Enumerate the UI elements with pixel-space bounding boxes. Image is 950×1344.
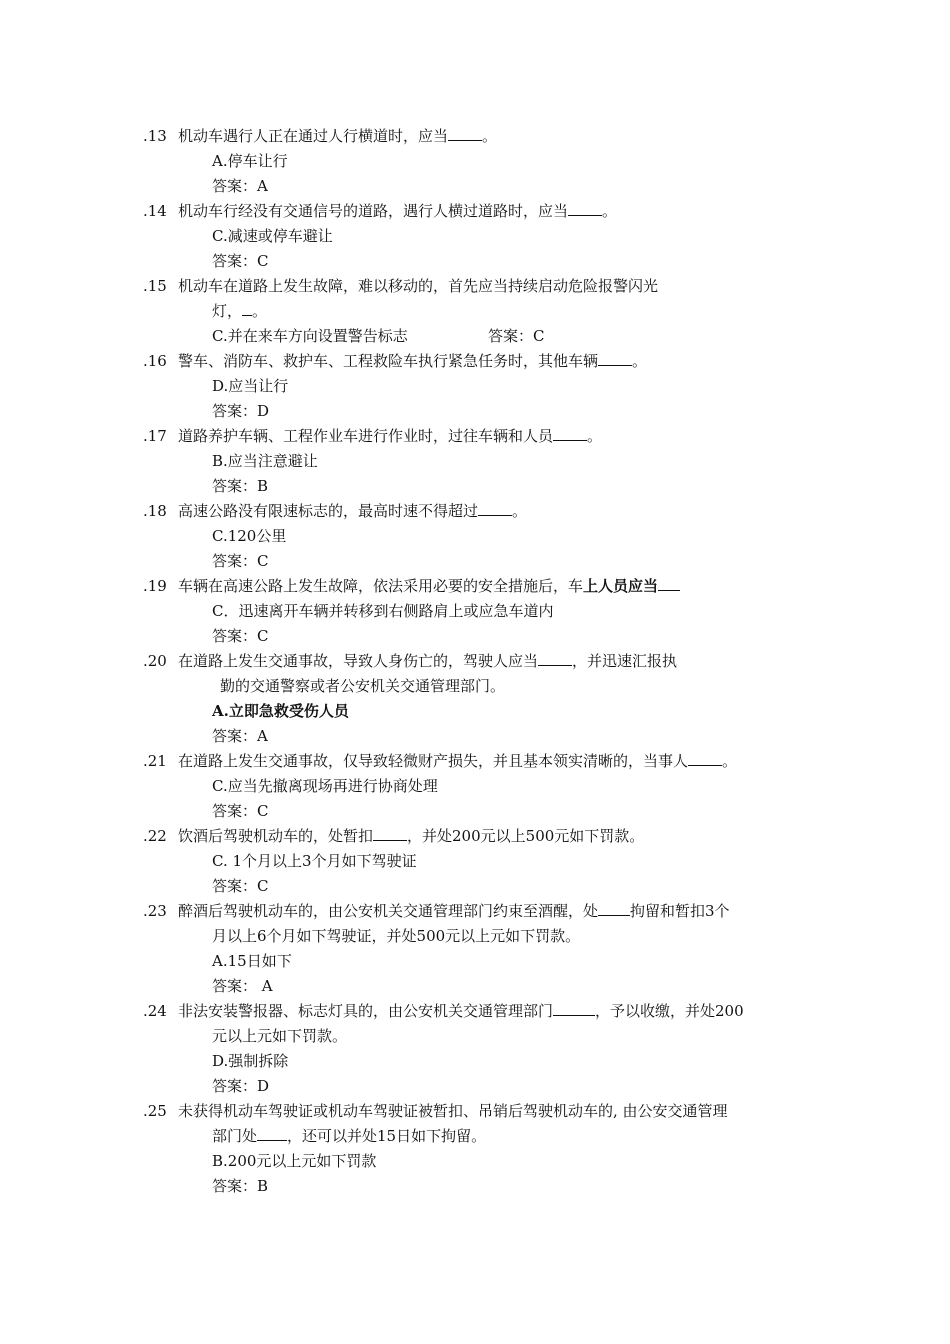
question-text: 未获得机动车驾驶证或机动车驾驶证被暂扣、吊销后驾驶机动车的, 由公安交通管理 (178, 1102, 728, 1120)
question-number: .22 (143, 827, 167, 845)
question-number: .14 (143, 202, 167, 220)
answer-blank (448, 126, 482, 141)
answer: 答案：B (212, 1177, 269, 1195)
question-16 (143, 351, 647, 371)
question-text-after: ，还可以并处15日如下拘留。 (287, 1127, 487, 1145)
answer: 答案：A (212, 177, 268, 195)
question-text: 道路养护车辆、工程作业车进行作业时，过往车辆和人员 (178, 427, 554, 445)
option: B.200元以上元如下罚款 (212, 1152, 377, 1170)
question-number: .21 (143, 752, 167, 770)
question-number: .20 (143, 652, 167, 670)
question-text-after: 。 (512, 502, 528, 520)
question-number: .23 (143, 902, 167, 920)
question-number: .25 (143, 1102, 167, 1120)
question-number: .17 (143, 427, 167, 445)
question-text: 醉酒后驾驶机动车的，由公安机关交通管理部门约束至酒醒，处 (178, 902, 599, 920)
answer-blank (598, 351, 632, 366)
question-13 (143, 126, 497, 146)
option: C. 1个月以上3个月如下驾驶证 (212, 852, 417, 870)
option: A.停车让行 (212, 152, 288, 170)
answer: 答案：D (212, 1077, 270, 1095)
answer-blank (538, 651, 572, 666)
answer-blank (598, 901, 630, 916)
question-25 (143, 1101, 728, 1121)
answer-blank (688, 751, 722, 766)
option: C.120公里 (212, 527, 287, 545)
question-text-after: 。 (587, 427, 603, 445)
answer: 答案：C (212, 252, 269, 270)
question-24 (143, 1001, 744, 1021)
question-continuation-text: 部门处 (212, 1127, 258, 1145)
answer-blank (242, 301, 252, 316)
question-20 (143, 651, 677, 671)
question-text: 车辆在高速公路上发生故障，依法采用必要的安全措施后，车 (178, 577, 584, 595)
question-text-after: ，予以收缴，并处200 (595, 1002, 744, 1020)
answer-blank (568, 201, 602, 216)
question-23 (143, 901, 730, 921)
question-text: 非法安装警报器、标志灯具的，由公安机关交通管理部门 (178, 1002, 554, 1020)
question-text: 警车、消防车、救护车、工程救险车执行紧急任务时，其他车辆 (178, 352, 599, 370)
option: D.应当让行 (212, 377, 289, 395)
answer-blank (553, 1001, 595, 1016)
answer-blank (553, 426, 587, 441)
question-text-after: 拘留和暂扣3个 (630, 902, 730, 920)
question-text-bold: 上人员应当 (583, 577, 659, 595)
answer: 答案：A (212, 727, 268, 745)
question-text: 在道路上发生交通事故，导致人身伤亡的，驾驶人应当 (178, 652, 539, 670)
question-number: .19 (143, 577, 167, 595)
question-15 (143, 276, 658, 296)
question-text-after: ，并处200元以上500元如下罚款。 (407, 827, 645, 845)
question-text: 在道路上发生交通事故，仅导致轻微财产损失，并且基本领实清晰的，当事人 (178, 752, 689, 770)
question-number: .15 (143, 277, 167, 295)
question-text-after: 。 (252, 302, 268, 320)
question-number: .24 (143, 1002, 167, 1020)
question-text-after: 。 (602, 202, 618, 220)
question-text-after: ，并迅速汇报执 (572, 652, 678, 670)
option: C.应当先撤离现场再进行协商处理 (212, 777, 438, 795)
question-19 (143, 576, 680, 596)
option: A.立即急救受伤人员 (212, 702, 349, 720)
answer: 答案：C (488, 327, 545, 345)
answer: 答案： A (212, 977, 273, 995)
question-number: .18 (143, 502, 167, 520)
option: A.15日如下 (212, 952, 292, 970)
option: C．迅速离开车辆并转移到右侧路肩上或应急车道内 (212, 602, 554, 620)
option: C.并在来车方向设置警告标志 (212, 327, 408, 345)
answer-blank (257, 1126, 287, 1141)
answer: 答案：C (212, 877, 269, 895)
question-text-after: 。 (482, 127, 498, 145)
question-text: 饮酒后驾驶机动车的，处暂扣 (178, 827, 374, 845)
question-text: 机动车遇行人正在通过人行横道时，应当 (178, 127, 449, 145)
question-continuation: 勤的交通警察或者公安机关交通管理部门。 (220, 677, 506, 695)
answer-blank (658, 576, 680, 591)
option: D.强制拆除 (212, 1052, 289, 1070)
question-17 (143, 426, 602, 446)
answer-blank (478, 501, 512, 516)
question-continuation-text: 灯， (212, 302, 243, 320)
question-text: 机动车在道路上发生故障，难以移动的，首先应当持续启动危险报警闪光 (178, 277, 659, 295)
answer: 答案：B (212, 477, 269, 495)
answer: 答案：D (212, 402, 270, 420)
question-18 (143, 501, 527, 521)
answer: 答案：C (212, 627, 269, 645)
question-14 (143, 201, 617, 221)
answer: 答案：C (212, 802, 269, 820)
question-22 (143, 826, 644, 846)
answer-blank (373, 826, 407, 841)
question-continuation: 月以上6个月如下驾驶证，并处500元以上元如下罚款。 (212, 927, 581, 945)
option: C.减速或停车避让 (212, 227, 333, 245)
question-text-after: 。 (632, 352, 648, 370)
option: B.应当注意避让 (212, 452, 318, 470)
question-continuation: 元以上元如下罚款。 (212, 1027, 348, 1045)
question-text: 高速公路没有限速标志的，最高时速不得超过 (178, 502, 479, 520)
question-text: 机动车行经没有交通信号的道路，遇行人横过道路时，应当 (178, 202, 569, 220)
question-number: .16 (143, 352, 167, 370)
question-continuation (212, 301, 267, 321)
question-continuation (212, 1126, 486, 1146)
question-21 (143, 751, 737, 771)
answer: 答案：C (212, 552, 269, 570)
question-number: .13 (143, 127, 167, 145)
question-text-after: 。 (722, 752, 738, 770)
